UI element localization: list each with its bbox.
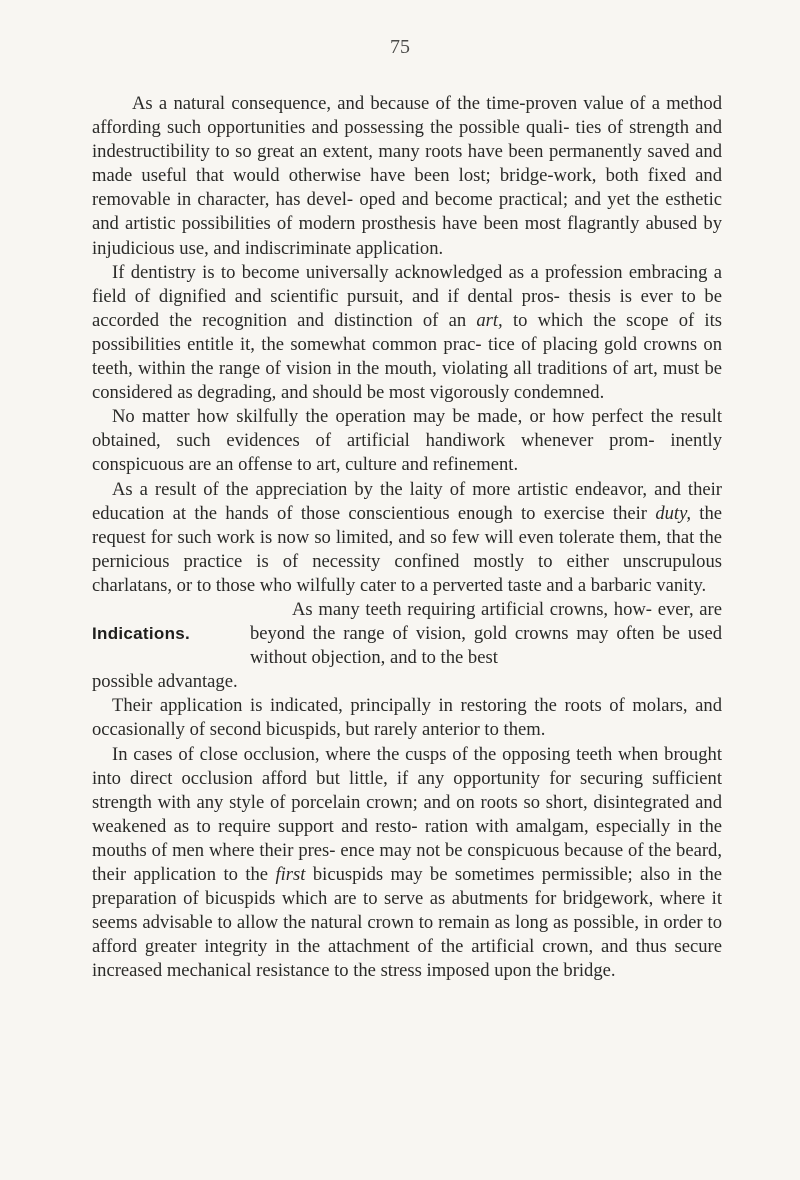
emphasis-first: first — [275, 864, 306, 885]
indications-section — [92, 598, 722, 670]
emphasis-duty: duty, — [655, 502, 691, 524]
indications-paragraph: As many teeth requiring artificial crowns, how- ever, are beyond the range of vision, gold crowns may often be used without objection, and to the best — [250, 598, 722, 669]
paragraph-1: As a natural consequence, and because of the time-proven value of a method affording such opportunities and possessing the possible quali- ties of strength and indestructibility to so great an extent, many roots have been permanently saved and made useful that would otherwise have been lost; bridge-work, both fixed and removable in character, has devel- oped and become practical; and yet the esthetic and artistic possibilities of modern prosthesis have been most flagrantly abused by injudicious use, and indiscriminate application. — [92, 93, 722, 259]
page-number: 75 — [390, 36, 410, 58]
paragraph-4: As a result of the appreciation by the laity of more artistic endeavor, and their education at the hands of those conscientious enough to exercise their duty, the request for such work is now so limited, and so few will even tolerate them, that the pernicious practice is of necessity confined mostly to either unscrupulous charlatans, or to those who wilfully cater to a perverted taste and a barbaric vanity. — [92, 478, 722, 596]
side-heading-indications: Indications. — [92, 623, 191, 643]
emphasis-art: art, — [476, 309, 503, 331]
paragraph-6: In cases of close occlusion, where the cusps of the opposing teeth when brought into direct occlusion afford but little, if any opportunity for securing sufficient strength with any style of porcelain crown; and on roots so short, disintegrated and weakened as to require support and resto- ration with amalgam, especially in the mouths of men where their pres- ence may not be conspicuous because of the beard, their application to the first bicuspids may be sometimes permissible; also in the preparation of bicuspids which are to serve as abutments for bridgework, where it seems advisable to allow the natural crown to remain as long as possible, in order to afford greater integrity in the attachment of the artificial crown, and thus secure increased mechanical resistance to the stress imposed upon the bridge. — [92, 743, 722, 982]
paragraph-2: If dentistry is to become universally acknowledged as a profession embracing a field of dignified and scientific pursuit, and if dental pros- thesis is ever to be accorded the recognition and distinction of an art, to which the scope of its possibilities entitle it, the somewhat common prac- tice of placing gold crowns on teeth, within the range of vision in the mouth, violating all traditions of art, must be considered as degrading, and should be most vigorously condemned. — [92, 261, 722, 404]
body-text — [92, 92, 722, 983]
paragraph-5: Their application is indicated, principally in restoring the roots of molars, and occasionally of second bicuspids, but rarely anterior to them. — [92, 695, 722, 741]
paragraph-3: No matter how skilfully the operation may be made, or how perfect the result obtained, such evidences of artificial handiwork whenever prom- inently conspicuous are an offense to art, culture and refinement. — [92, 406, 722, 476]
indications-continuation: possible advantage. — [92, 671, 238, 693]
